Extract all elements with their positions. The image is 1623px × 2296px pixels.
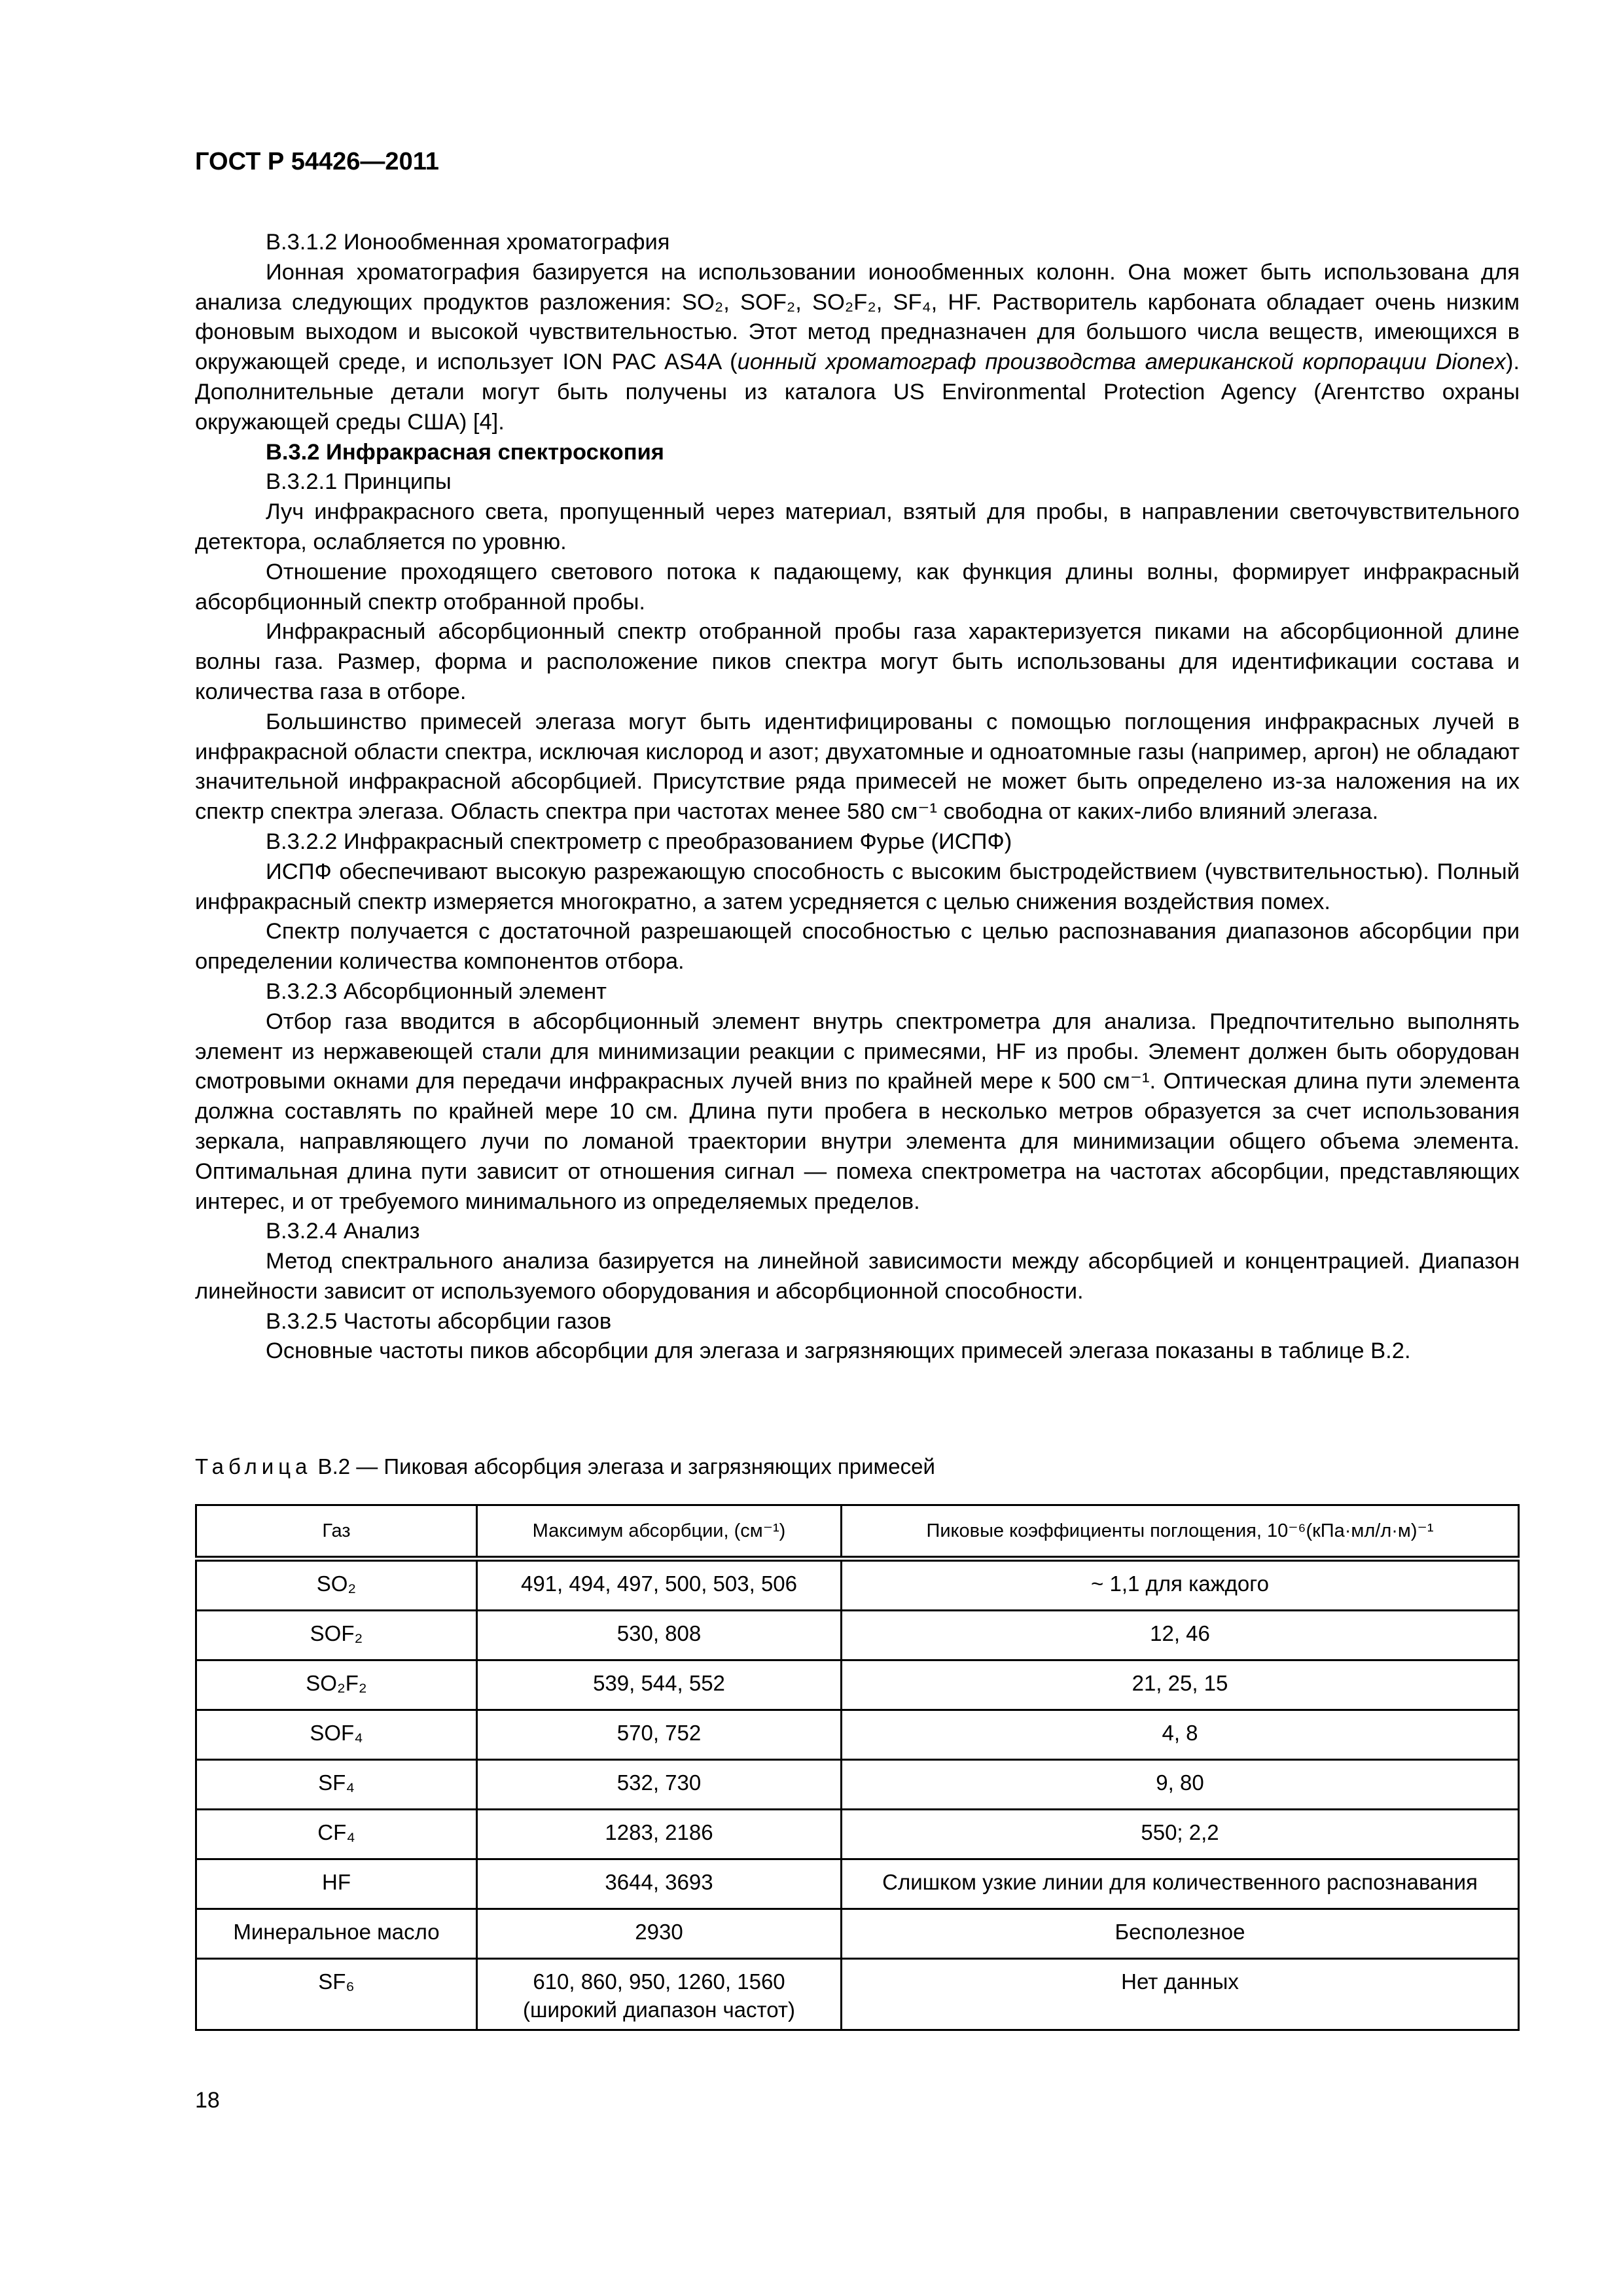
cell-coefficients: 21, 25, 15 <box>842 1660 1519 1710</box>
body-text <box>195 228 1520 1367</box>
cell-coefficients: 12, 46 <box>842 1611 1519 1660</box>
paragraph: Метод спектрального анализа базируется на линейной зависимости между абсорбцией и концентрацией. Диапазон линейности зависит от используемого оборудования и абсорбционной способности. <box>195 1249 1520 1304</box>
paragraph: Отношение проходящего светового потока к падающему, как функция длины волны, формирует инфракрасный абсорбционный спектр отобранной пробы. <box>195 559 1520 615</box>
table-row <box>196 1959 1519 2030</box>
paragraph: Луч инфракрасного света, пропущенный через материал, взятый для пробы, в направлении светочувствительного детектора, ослабляется по уровню. <box>195 499 1520 554</box>
table-row <box>196 1710 1519 1760</box>
paragraph <box>195 258 1520 438</box>
section-heading: В.3.1.2 Ионообменная хроматография <box>266 230 670 255</box>
cell-max-absorption: 530, 808 <box>477 1611 842 1660</box>
paragraph: Большинство примесей элегаза могут быть идентифицированы с помощью поглощения инфракрасных лучей в инфракрасной области спектра, исключая кислород и азот; двухатомные и одноатомные газы (например, аргон) не обладают значительной инфракрасной абсорбцией. Присутствие ряда примесей не может быть определено из-за наложения на их спектр спектра элегаза. Область спектра при частотах менее 580 см⁻¹ свободна от каких-либо влияний элегаза. <box>195 709 1520 825</box>
cell-max-absorption: 570, 752 <box>477 1710 842 1760</box>
table-row <box>196 1559 1519 1611</box>
cell-coefficients: 9, 80 <box>842 1760 1519 1810</box>
table-row <box>196 1611 1519 1660</box>
header-coefficients: Пиковые коэффициенты поглощения, 10⁻⁶(кПа·мл/л·м)⁻¹ <box>842 1505 1519 1559</box>
italic-text: ионный хроматограф производства американской корпорации Dionex <box>737 350 1506 375</box>
absorption-table <box>195 1504 1520 2031</box>
cell-coefficients: 4, 8 <box>842 1710 1519 1760</box>
section-heading: В.3.2.5 Частоты абсорбции газов <box>266 1308 612 1334</box>
table-header-row <box>196 1505 1519 1559</box>
text: ). Дополнительные детали могут быть получены из каталога US Environmental Protection Agency (Агентство охраны окружающей среды США) [4]. <box>195 350 1520 435</box>
caption-text: В.2 — Пиковая абсорбция элегаза и загрязняющих примесей <box>312 1454 935 1479</box>
caption-label: Таблица <box>195 1454 312 1479</box>
cell-gas: Минеральное масло <box>196 1909 477 1959</box>
cell-coefficients: Слишком узкие линии для количественного распознавания <box>842 1859 1519 1909</box>
table-row <box>196 1810 1519 1859</box>
cell-max-absorption: 2930 <box>477 1909 842 1959</box>
cell-gas: HF <box>196 1859 477 1909</box>
document-id: ГОСТ Р 54426—2011 <box>195 148 439 175</box>
cell-max-absorption: 491, 494, 497, 500, 503, 506 <box>477 1559 842 1611</box>
cell-max-absorption: 610, 860, 950, 1260, 1560 (широкий диапазон частот) <box>477 1959 842 2030</box>
paragraph: Спектр получается с достаточной разрешающей способностью с целью распознавания диапазонов абсорбции при определении количества компонентов отбора. <box>195 919 1520 975</box>
section-heading: В.3.2 Инфракрасная спектроскопия <box>266 439 664 465</box>
cell-coefficients: ~ 1,1 для каждого <box>842 1559 1519 1611</box>
cell-gas: SOF₄ <box>196 1710 477 1760</box>
section-heading: В.3.2.1 Принципы <box>266 469 452 495</box>
table-row <box>196 1859 1519 1909</box>
cell-max-absorption: 3644, 3693 <box>477 1859 842 1909</box>
cell-gas: SO₂F₂ <box>196 1660 477 1710</box>
table-row <box>196 1909 1519 1959</box>
section-heading: В.3.2.2 Инфракрасный спектрометр с преобразованием Фурье (ИСПФ) <box>266 829 1012 854</box>
cell-gas: SOF₂ <box>196 1611 477 1660</box>
cell-gas: CF₄ <box>196 1810 477 1859</box>
section-heading: В.3.2.3 Абсорбционный элемент <box>266 978 607 1004</box>
cell-gas: SF₆ <box>196 1959 477 2030</box>
paragraph: Инфракрасный абсорбционный спектр отобранной пробы газа характеризуется пиками на абсорбционной длине волны газа. Размер, форма и расположение пиков спектра могут быть использованы для идентификации состава и количества газа в отборе. <box>195 619 1520 704</box>
cell-max-absorption: 532, 730 <box>477 1760 842 1810</box>
table-caption <box>195 1454 935 1479</box>
cell-coefficients: Нет данных <box>842 1959 1519 2030</box>
header-max-absorption: Максимум абсорбции, (см⁻¹) <box>477 1505 842 1559</box>
page-number: 18 <box>195 2088 220 2113</box>
cell-coefficients: Бесполезное <box>842 1909 1519 1959</box>
paragraph: ИСПФ обеспечивают высокую разрежающую способность с высоким быстродействием (чувствительностью). Полный инфракрасный спектр измеряется многократно, а затем усредняется с целью снижения воздействия помех. <box>195 859 1520 914</box>
cell-gas: SO₂ <box>196 1559 477 1611</box>
cell-coefficients: 550; 2,2 <box>842 1810 1519 1859</box>
section-heading: В.3.2.4 Анализ <box>266 1219 420 1244</box>
paragraph: Отбор газа вводится в абсорбционный элемент внутрь спектрометра для анализа. Предпочтительно выполнять элемент из нержавеющей стали для минимизации реакции с примесями, HF из пробы. Элемент должен быть оборудован смотровыми окнами для передачи инфракрасных лучей вниз по крайней мере к 500 см⁻¹. Оптическая длина пути элемента должна составлять по крайней мере 10 см. Длина пути пробега в несколько метров образуется за счет использования зеркала, направляющего лучи по ломаной траектории внутри элемента для минимизации общего объема элемента. Оптимальная длина пути зависит от отношения сигнал — помеха спектрометра на частотах абсорбции, представляющих интерес, и от требуемого минимального из определяемых пределов. <box>195 1009 1520 1214</box>
paragraph: Основные частоты пиков абсорбции для элегаза и загрязняющих примесей элегаза показаны в таблице В.2. <box>266 1338 1411 1364</box>
cell-max-absorption: 1283, 2186 <box>477 1810 842 1859</box>
table-row <box>196 1760 1519 1810</box>
header-gas: Газ <box>196 1505 477 1559</box>
cell-gas: SF₄ <box>196 1760 477 1810</box>
text: Ионная хроматография базируется на использовании ионообменных колонн. Она может быть использована для анализа следующих продуктов разложения: SO₂, SOF₂, SO₂F₂, SF₄, HF. Растворитель карбоната обладает очень низким фоновым выходом и высокой чувствительностью. Этот метод предназначен для большого числа веществ, имеющихся в окружающей среде, и использует ION PAC AS4A ( <box>195 259 1520 375</box>
table-row <box>196 1660 1519 1710</box>
cell-max-absorption: 539, 544, 552 <box>477 1660 842 1710</box>
